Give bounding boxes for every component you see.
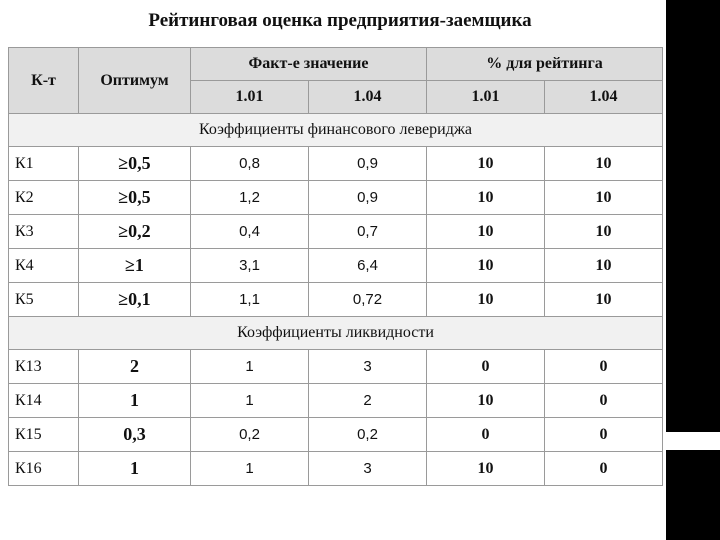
table-row [9, 452, 663, 486]
header-row-groups [9, 48, 663, 81]
cell-pct-104: 10 [545, 249, 663, 283]
cell-pct-101: 10 [427, 452, 545, 486]
cell-fact-101: 0,4 [191, 215, 309, 249]
cell-fact-104: 0,72 [309, 283, 427, 317]
cell-pct-101: 0 [427, 418, 545, 452]
cell-code: К3 [9, 215, 79, 249]
table-row [9, 283, 663, 317]
cell-pct-101: 10 [427, 181, 545, 215]
cell-optimum: ≥0,5 [79, 147, 191, 181]
cell-fact-101: 1 [191, 384, 309, 418]
cell-optimum: 2 [79, 350, 191, 384]
section-row [9, 114, 663, 147]
cell-pct-104: 0 [545, 452, 663, 486]
cell-code: К13 [9, 350, 79, 384]
table-row [9, 249, 663, 283]
header-code: К-т [9, 48, 79, 114]
cell-fact-104: 3 [309, 350, 427, 384]
right-edge-bar-gap [666, 432, 720, 450]
cell-fact-101: 0,2 [191, 418, 309, 452]
cell-fact-104: 0,9 [309, 147, 427, 181]
section-title: Коэффициенты ликвидности [9, 317, 663, 350]
right-edge-bar [666, 0, 720, 540]
header-pct-period: 1.01 [427, 81, 545, 114]
rating-table [8, 47, 663, 486]
cell-pct-104: 0 [545, 418, 663, 452]
cell-fact-101: 3,1 [191, 249, 309, 283]
cell-fact-104: 0,7 [309, 215, 427, 249]
section-title: Коэффициенты финансового левериджа [9, 114, 663, 147]
cell-code: К16 [9, 452, 79, 486]
cell-optimum: ≥0,1 [79, 283, 191, 317]
cell-pct-104: 10 [545, 181, 663, 215]
cell-code: К4 [9, 249, 79, 283]
header-fact-period: 1.04 [309, 81, 427, 114]
header-fact-period: 1.01 [191, 81, 309, 114]
cell-pct-101: 10 [427, 215, 545, 249]
cell-fact-104: 2 [309, 384, 427, 418]
cell-pct-101: 10 [427, 384, 545, 418]
cell-fact-104: 0,2 [309, 418, 427, 452]
header-fact-group: Факт-е значение [191, 48, 427, 81]
section-row [9, 317, 663, 350]
cell-code: К14 [9, 384, 79, 418]
cell-pct-104: 0 [545, 384, 663, 418]
cell-fact-104: 0,9 [309, 181, 427, 215]
cell-pct-101: 10 [427, 283, 545, 317]
cell-code: К2 [9, 181, 79, 215]
cell-optimum: 1 [79, 452, 191, 486]
cell-code: К1 [9, 147, 79, 181]
cell-optimum: 0,3 [79, 418, 191, 452]
cell-code: К15 [9, 418, 79, 452]
header-pct-period: 1.04 [545, 81, 663, 114]
cell-pct-104: 10 [545, 147, 663, 181]
cell-fact-104: 6,4 [309, 249, 427, 283]
table-row [9, 215, 663, 249]
cell-pct-101: 10 [427, 249, 545, 283]
cell-pct-104: 0 [545, 350, 663, 384]
cell-fact-104: 3 [309, 452, 427, 486]
table-row [9, 418, 663, 452]
cell-code: К5 [9, 283, 79, 317]
table-row [9, 350, 663, 384]
table-row [9, 181, 663, 215]
page-title: Рейтинговая оценка предприятия-заемщика [148, 10, 532, 31]
cell-fact-101: 1 [191, 452, 309, 486]
cell-fact-101: 0,8 [191, 147, 309, 181]
cell-pct-101: 0 [427, 350, 545, 384]
table-row [9, 147, 663, 181]
cell-fact-101: 1,1 [191, 283, 309, 317]
cell-pct-101: 10 [427, 147, 545, 181]
cell-pct-104: 10 [545, 283, 663, 317]
cell-optimum: 1 [79, 384, 191, 418]
header-optimum: Оптимум [79, 48, 191, 114]
cell-optimum: ≥1 [79, 249, 191, 283]
cell-fact-101: 1,2 [191, 181, 309, 215]
header-pct-group: % для рейтинга [427, 48, 663, 81]
table-row [9, 384, 663, 418]
cell-fact-101: 1 [191, 350, 309, 384]
cell-optimum: ≥0,5 [79, 181, 191, 215]
cell-optimum: ≥0,2 [79, 215, 191, 249]
cell-pct-104: 10 [545, 215, 663, 249]
